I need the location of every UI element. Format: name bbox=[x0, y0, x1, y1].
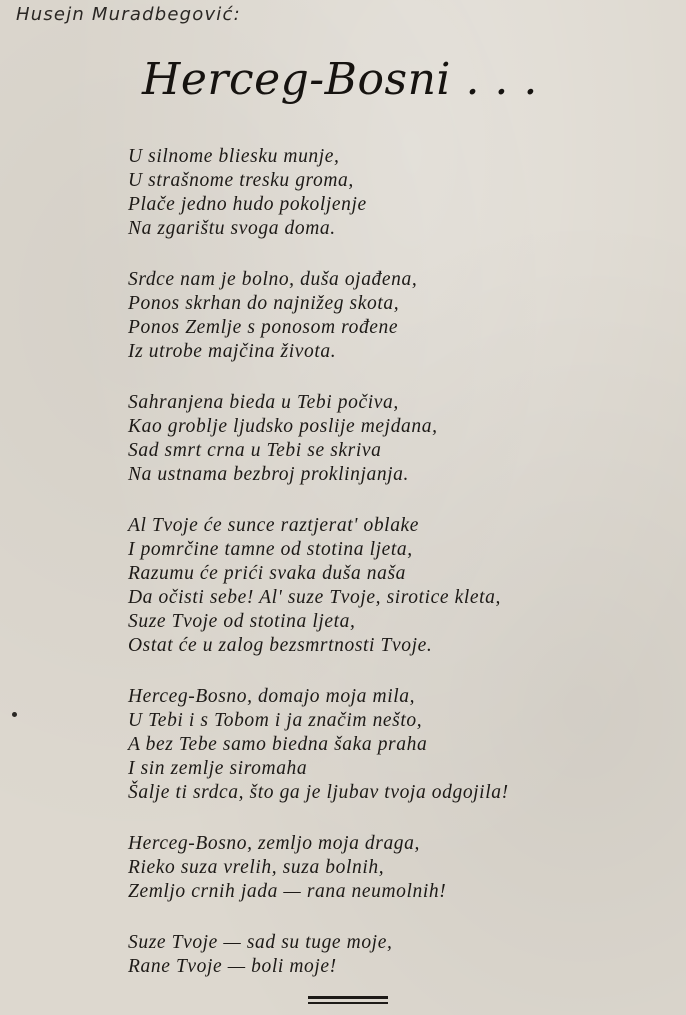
poem-line: Na ustnama bezbroj proklinjanja. bbox=[128, 464, 410, 485]
poem-line: Ponos Zemlje s ponosom rođene bbox=[128, 317, 399, 338]
poem-line: Ostat će u zalog bezsmrtnosti Tvoje. bbox=[128, 635, 433, 656]
poem-line: I pomrčine tamne od stotina ljeta, bbox=[128, 539, 413, 560]
poem-line: Suze Tvoje od stotina ljeta, bbox=[128, 611, 356, 632]
stanza bbox=[128, 832, 648, 904]
poem-line: Razumu će prići svaka duša naša bbox=[128, 563, 407, 584]
poem-body bbox=[128, 145, 648, 1006]
stanza bbox=[128, 685, 648, 805]
poem-line: Sahranjena bieda u Tebi počiva, bbox=[128, 392, 399, 413]
poem-line: Šalje ti srdca, što ga je ljubav tvoja odgojila! bbox=[128, 782, 509, 803]
poem-line: Herceg-Bosno, zemljo moja draga, bbox=[128, 833, 420, 854]
poem-line: Srdce nam je bolno, duša ojađena, bbox=[128, 269, 418, 290]
poem-line: Na zgarištu svoga doma. bbox=[128, 218, 336, 239]
poem-line: Rieko suza vrelih, suza bolnih, bbox=[128, 857, 385, 878]
poem-line: Herceg-Bosno, domajo moja mila, bbox=[128, 686, 416, 707]
stanza bbox=[128, 514, 648, 658]
stanza bbox=[128, 391, 648, 487]
ink-dot bbox=[12, 712, 17, 717]
poem-line: Sad smrt crna u Tebi se skriva bbox=[128, 440, 382, 461]
end-ornament-rule bbox=[308, 996, 388, 999]
poem-line: Da očisti sebe! Al' suze Tvoje, sirotice kleta, bbox=[128, 587, 502, 608]
poem-line: A bez Tebe samo biedna šaka praha bbox=[128, 734, 428, 755]
poem-line: I sin zemlje siromaha bbox=[128, 758, 308, 779]
author-name: Ηusejn Muradbegović: bbox=[16, 4, 241, 25]
poem-line: Ponos skrhan do najnižeg skota, bbox=[128, 293, 400, 314]
poem-line: Rane Tvoje — boli moje! bbox=[128, 956, 337, 977]
poem-line: Al Tvoje će sunce raztjerat' oblake bbox=[128, 515, 420, 536]
poem-line: U strašnome tresku groma, bbox=[128, 170, 354, 191]
poem-title: Herceg-Bosni . . . bbox=[142, 54, 538, 105]
poem-line: Iz utrobe majčina života. bbox=[128, 341, 337, 362]
poem-line: U silnome bliesku munje, bbox=[128, 146, 340, 167]
stanza bbox=[128, 931, 648, 979]
poem-line: U Tebi i s Tobom i ja značim nešto, bbox=[128, 710, 423, 731]
poem-line: Suze Tvoje — sad su tuge moje, bbox=[128, 932, 393, 953]
poem-line: Zemljo crnih jada — rana neumolnih! bbox=[128, 881, 447, 902]
poem-line: Kao groblje ljudsko poslije mejdana, bbox=[128, 416, 438, 437]
poem-line: Plače jedno hudo pokoljenje bbox=[128, 194, 367, 215]
stanza bbox=[128, 145, 648, 241]
stanza bbox=[128, 268, 648, 364]
